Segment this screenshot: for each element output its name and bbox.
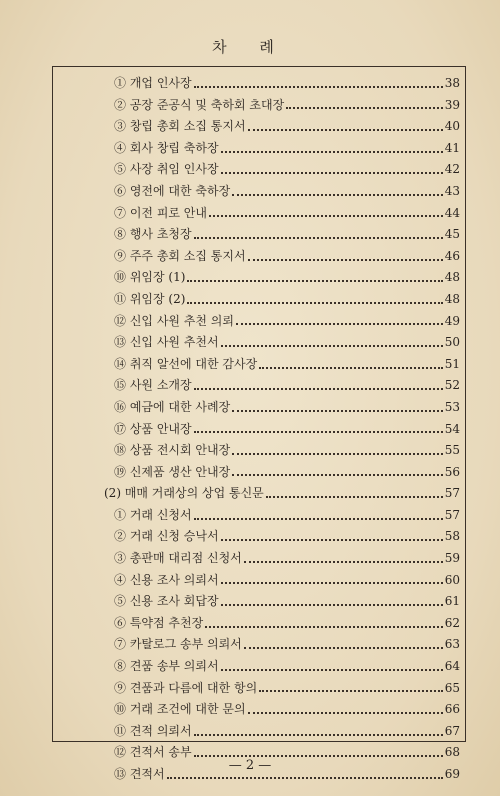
dot-leader [248, 129, 443, 131]
dot-leader [221, 172, 443, 174]
toc-entry-label: ⑧ 견품 송부 의뢰서 [114, 659, 219, 674]
toc-entry-label: ⑪ 위임장 (2) [114, 291, 186, 306]
toc-page-number: 50 [444, 335, 460, 350]
dot-leader [259, 690, 443, 692]
toc-page-number: 61 [444, 594, 460, 609]
toc-entry-label: ⑨ 견품과 다름에 대한 항의 [114, 680, 258, 695]
dot-leader [286, 107, 443, 109]
toc-page-number: 48 [444, 270, 460, 285]
toc-page-number: 68 [444, 745, 460, 760]
toc-entry-label: ⑭ 취직 알선에 대한 감사장 [114, 356, 258, 371]
toc-page-number: 42 [444, 162, 460, 177]
toc-entry-label: ⑥ 특약점 추천장 [114, 615, 204, 630]
dot-leader [221, 151, 443, 153]
dot-leader [232, 453, 443, 455]
toc-entry-label: ⑩ 위임장 (1) [114, 270, 186, 285]
dot-leader [248, 712, 443, 714]
toc-entry [114, 224, 460, 246]
toc-entry-label: ⑤ 사장 취임 인사장 [114, 162, 219, 177]
toc-entry-label: ⑧ 행사 초청장 [114, 227, 192, 242]
dot-leader [232, 410, 443, 412]
toc-page-number: 57 [444, 507, 460, 522]
toc-entry [114, 678, 460, 700]
toc-entry-label: ② 공장 준공식 및 축하회 초대장 [114, 97, 285, 112]
page-title: 차 례 [212, 38, 288, 56]
toc-entry-label: (2) 매매 거래상의 상업 통신문 [104, 486, 264, 501]
toc-page-number: 46 [444, 248, 460, 263]
toc-page-number: 59 [444, 551, 460, 566]
dot-leader [221, 604, 443, 606]
dot-leader [194, 755, 443, 757]
toc-page-number: 43 [444, 183, 460, 198]
toc-entry [114, 375, 460, 397]
toc-page-number: 44 [444, 205, 460, 220]
toc-page-number: 53 [444, 399, 460, 414]
toc-entry-label: ⑦ 카탈로그 송부 의뢰서 [114, 637, 242, 652]
dot-leader [221, 582, 443, 584]
toc-page-number: 51 [444, 356, 460, 371]
dot-leader [194, 734, 443, 736]
toc-entry [114, 591, 460, 613]
dot-leader [221, 669, 443, 671]
page-number: — 2 — [228, 758, 272, 773]
toc-page-number: 38 [444, 76, 460, 90]
dot-leader [194, 86, 443, 88]
toc-entry-label: ⑩ 거래 조건에 대한 문의 [114, 702, 246, 717]
toc-entry [114, 570, 460, 592]
toc-entry [114, 440, 460, 462]
toc-entry [114, 289, 460, 311]
toc-page-number: 58 [444, 529, 460, 544]
table-of-contents [104, 73, 460, 786]
toc-entry [114, 267, 460, 289]
toc-page-number: 54 [444, 421, 460, 436]
toc-entry-label: ④ 회사 창립 축하장 [114, 140, 219, 155]
toc-page-number: 49 [444, 313, 460, 328]
toc-entry-label: ⑬ 신입 사원 추천서 [114, 335, 219, 350]
dot-leader [187, 280, 442, 282]
toc-entry-label: ⑦ 이전 피로 안내 [114, 205, 207, 220]
toc-entry [114, 311, 460, 333]
toc-page-number: 56 [444, 464, 460, 479]
toc-page-number: 62 [444, 615, 460, 630]
toc-entry-label: ⑥ 영전에 대한 축하장 [114, 183, 231, 198]
toc-entry [114, 613, 460, 635]
toc-entry-label: ⑫ 신입 사원 추천 의뢰 [114, 313, 234, 328]
toc-page-number: 63 [444, 637, 460, 652]
toc-entry [114, 246, 460, 268]
toc-section-heading [104, 483, 460, 505]
toc-page-number: 65 [444, 680, 460, 695]
toc-entry-label: ⑬ 견적서 [114, 767, 165, 781]
toc-page-number: 41 [444, 140, 460, 155]
toc-page-number: 64 [444, 659, 460, 674]
dot-leader [221, 345, 443, 347]
dot-leader [232, 194, 443, 196]
toc-entry-label: ⑨ 주주 총회 소집 통지서 [114, 248, 246, 263]
dot-leader [209, 215, 443, 217]
toc-entry [114, 699, 460, 721]
toc-entry [114, 116, 460, 138]
toc-entry-label: ⑲ 신제품 생산 안내장 [114, 464, 231, 479]
toc-page-number: 52 [444, 378, 460, 393]
toc-entry-label: ⑰ 상품 안내장 [114, 421, 192, 436]
toc-entry [114, 505, 460, 527]
dot-leader [187, 302, 442, 304]
toc-page-number: 66 [444, 702, 460, 717]
toc-entry-label: ② 거래 신청 승낙서 [114, 529, 219, 544]
dot-leader [244, 561, 443, 563]
toc-entry [114, 73, 460, 95]
dot-leader [205, 626, 443, 628]
dot-leader [194, 237, 443, 239]
dot-leader [194, 518, 443, 520]
toc-entry-label: ⑯ 예금에 대한 사례장 [114, 399, 231, 414]
toc-entry [114, 397, 460, 419]
toc-page-number: 55 [444, 443, 460, 458]
toc-entry [114, 159, 460, 181]
toc-entry-label: ③ 총판매 대리점 신청서 [114, 551, 242, 566]
toc-entry-label: ④ 신용 조사 의뢰서 [114, 572, 219, 587]
toc-page-number: 40 [444, 119, 460, 134]
toc-entry-label: ⑱ 상품 전시회 안내장 [114, 443, 231, 458]
toc-entry [114, 548, 460, 570]
dot-leader [221, 539, 443, 541]
toc-entry-label: ③ 창립 총회 소집 통지서 [114, 119, 246, 134]
toc-page-number: 45 [444, 227, 460, 242]
dot-leader [194, 388, 443, 390]
toc-page-number: 69 [444, 767, 460, 781]
toc-entry [114, 462, 460, 484]
toc-entry [114, 332, 460, 354]
toc-entry-label: ① 거래 신청서 [114, 507, 192, 522]
toc-entry [114, 354, 460, 376]
dot-leader [236, 323, 443, 325]
toc-entry-label: ⑮ 사원 소개장 [114, 378, 192, 393]
dot-leader [167, 777, 443, 779]
toc-page-number: 57 [444, 486, 460, 501]
toc-entry [114, 203, 460, 225]
dot-leader [259, 367, 443, 369]
dot-leader [194, 431, 443, 433]
toc-entry [114, 419, 460, 441]
toc-entry [114, 138, 460, 160]
dot-leader [248, 259, 443, 261]
toc-entry-label: ⑪ 견적 의뢰서 [114, 723, 192, 738]
toc-entry-label: ① 개업 인사장 [114, 76, 192, 90]
toc-entry [114, 181, 460, 203]
toc-entry [114, 634, 460, 656]
toc-entry [114, 721, 460, 743]
toc-page-number: 48 [444, 291, 460, 306]
toc-entry-label: ⑫ 견적서 송부 [114, 745, 192, 760]
toc-page-number: 67 [444, 723, 460, 738]
toc-entry-label: ⑤ 신용 조사 회답장 [114, 594, 219, 609]
toc-entry [114, 95, 460, 117]
dot-leader [266, 496, 443, 498]
toc-entry [114, 656, 460, 678]
toc-entry [114, 526, 460, 548]
dot-leader [244, 647, 443, 649]
dot-leader [232, 474, 443, 476]
toc-page-number: 60 [444, 572, 460, 587]
toc-page-number: 39 [444, 97, 460, 112]
